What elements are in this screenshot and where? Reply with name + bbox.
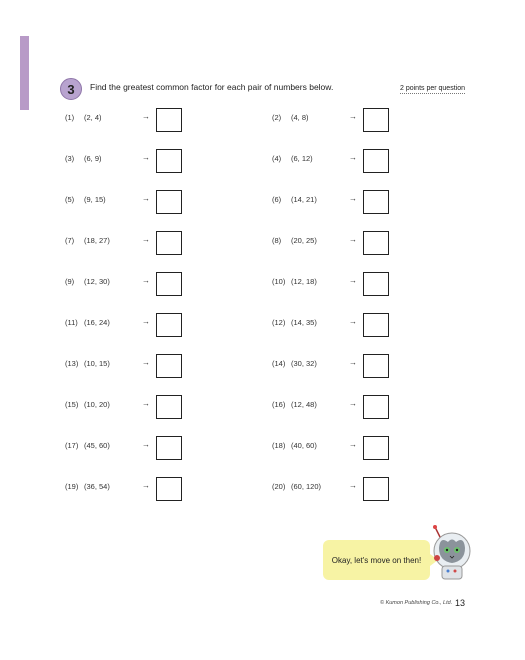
page-number: 13: [455, 598, 466, 608]
problem-item: [65, 272, 285, 296]
problem-number: (11): [65, 318, 78, 327]
number-pair: (9, 15): [84, 195, 106, 204]
problem-item: [65, 354, 285, 378]
arrow-icon: →: [349, 276, 357, 285]
arrow-icon: →: [349, 399, 357, 408]
problem-item: [65, 108, 285, 132]
answer-box[interactable]: [156, 477, 182, 501]
problem-number: (4): [272, 154, 282, 163]
number-pair: (36, 54): [84, 482, 110, 491]
arrow-icon: →: [349, 440, 357, 449]
number-pair: (20, 25): [291, 236, 317, 245]
arrow-icon: →: [142, 194, 150, 203]
number-pair: (12, 48): [291, 400, 317, 409]
arrow-icon: →: [349, 481, 357, 490]
problem-number: (6): [272, 195, 282, 204]
answer-box[interactable]: [156, 190, 182, 214]
answer-box[interactable]: [363, 354, 389, 378]
problem-number: (10): [272, 277, 286, 286]
problem-number: (19): [65, 482, 79, 491]
problem-number: (20): [272, 482, 286, 491]
speech-bubble: [323, 540, 430, 580]
arrow-icon: →: [349, 194, 357, 203]
answer-box[interactable]: [156, 395, 182, 419]
problem-item: [272, 272, 492, 296]
number-pair: (10, 15): [84, 359, 110, 368]
arrow-icon: →: [349, 317, 357, 326]
arrow-icon: →: [349, 112, 357, 121]
answer-box[interactable]: [363, 436, 389, 460]
arrow-icon: →: [142, 235, 150, 244]
speech-bubble-text: Okay, let's move on then!: [331, 555, 422, 565]
problem-number: (15): [65, 400, 79, 409]
problem-number: (1): [65, 113, 75, 122]
problem-item: [65, 313, 285, 337]
answer-box[interactable]: [156, 354, 182, 378]
problem-item: [272, 149, 492, 173]
arrow-icon: →: [142, 440, 150, 449]
problem-number: (7): [65, 236, 75, 245]
arrow-icon: →: [349, 358, 357, 367]
problem-number: (13): [65, 359, 79, 368]
problem-number: (12): [272, 318, 286, 327]
problem-number: (2): [272, 113, 282, 122]
arrow-icon: →: [142, 153, 150, 162]
answer-box[interactable]: [363, 149, 389, 173]
problem-item: [272, 190, 492, 214]
arrow-icon: →: [349, 153, 357, 162]
problem-item: [272, 313, 492, 337]
answer-box[interactable]: [156, 313, 182, 337]
question-instruction: Find the greatest common factor for each pair of numbers below.: [90, 82, 334, 92]
problem-number: (3): [65, 154, 75, 163]
problem-number: (14): [272, 359, 286, 368]
number-pair: (14, 21): [291, 195, 317, 204]
answer-box[interactable]: [156, 149, 182, 173]
number-pair: (30, 32): [291, 359, 317, 368]
answer-box[interactable]: [363, 313, 389, 337]
answer-box[interactable]: [363, 231, 389, 255]
problem-number: (5): [65, 195, 75, 204]
problem-item: [272, 395, 492, 419]
arrow-icon: →: [142, 399, 150, 408]
problem-item: [272, 354, 492, 378]
robot-cat-mascot-icon: [425, 525, 475, 583]
problem-number: (18): [272, 441, 286, 450]
problem-item: [65, 149, 285, 173]
arrow-icon: →: [142, 276, 150, 285]
number-pair: (45, 60): [84, 441, 110, 450]
problem-item: [65, 436, 285, 460]
problem-item: [65, 231, 285, 255]
problem-item: [65, 395, 285, 419]
number-pair: (60, 120): [291, 482, 322, 491]
number-pair: (6, 12): [291, 154, 313, 163]
number-pair: (6, 9): [84, 154, 102, 163]
number-pair: (14, 35): [291, 318, 317, 327]
answer-box[interactable]: [156, 231, 182, 255]
problem-item: [272, 436, 492, 460]
arrow-icon: →: [142, 112, 150, 121]
arrow-icon: →: [142, 481, 150, 490]
problem-item: [272, 108, 492, 132]
number-pair: (12, 18): [291, 277, 317, 286]
answer-box[interactable]: [156, 108, 182, 132]
arrow-icon: →: [349, 235, 357, 244]
number-pair: (10, 20): [84, 400, 110, 409]
problem-number: (9): [65, 277, 75, 286]
answer-box[interactable]: [156, 436, 182, 460]
points-note: 2 points per question: [400, 85, 465, 92]
number-pair: (12, 30): [84, 277, 110, 286]
problem-item: [272, 231, 492, 255]
answer-box[interactable]: [363, 395, 389, 419]
problem-number: (17): [65, 441, 79, 450]
problem-number: (16): [272, 400, 286, 409]
answer-box[interactable]: [363, 272, 389, 296]
copyright-text: © Kumon Publishing Co., Ltd.: [380, 600, 453, 606]
arrow-icon: →: [142, 358, 150, 367]
problem-item: [65, 190, 285, 214]
problem-item: [272, 477, 492, 501]
problem-item: [65, 477, 285, 501]
number-pair: (4, 8): [291, 113, 309, 122]
question-number-badge: 3: [60, 78, 82, 100]
answer-box[interactable]: [363, 190, 389, 214]
number-pair: (18, 27): [84, 236, 110, 245]
number-pair: (2, 4): [84, 113, 102, 122]
number-pair: (16, 24): [84, 318, 110, 327]
number-pair: (40, 60): [291, 441, 317, 450]
problem-number: (8): [272, 236, 282, 245]
arrow-icon: →: [142, 317, 150, 326]
answer-box[interactable]: [156, 272, 182, 296]
answer-box[interactable]: [363, 108, 389, 132]
answer-box[interactable]: [363, 477, 389, 501]
